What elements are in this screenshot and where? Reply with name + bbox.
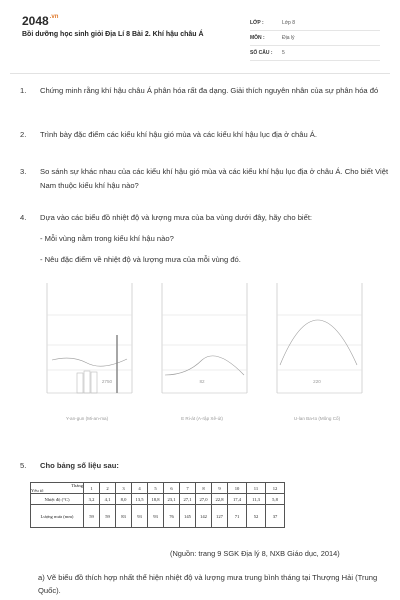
month-header: 2 (100, 483, 116, 494)
question-number: 4. (20, 213, 27, 222)
row-label: Nhiệt độ (°C) (31, 494, 84, 505)
question-number: 5. (20, 461, 27, 470)
table-cell: 27,0 (196, 494, 212, 505)
climate-chart-3 (277, 283, 362, 393)
table-row (31, 494, 285, 505)
meta-key: SỐ CÂU : (250, 50, 273, 56)
source-note: (Nguồn: trang 9 SGK Địa lý 8, NXB Giáo dục, 2014) (170, 549, 340, 558)
table-cell: 3,2 (84, 494, 100, 505)
q4-sub-1: - Mỗi vùng nằm trong kiểu khí hậu nào? (40, 234, 174, 243)
table-cell: 11,3 (247, 494, 266, 505)
table-cell: 5,8 (266, 494, 285, 505)
table-header-row (31, 483, 285, 494)
table-cell: 93 (148, 505, 164, 528)
table-cell: 37 (266, 505, 285, 528)
corner-top: Tháng (71, 483, 83, 488)
question-text: Chứng minh rằng khí hậu châu Á phân hóa rất đa dạng. Giải thích nguyên nhân của sự phân hóa đó (40, 86, 379, 95)
month-header: 4 (132, 483, 148, 494)
meta-row-class (250, 16, 380, 31)
climate-chart-1 (47, 283, 132, 393)
question-text: So sánh sự khác nhau của các kiểu khí hậu gió mùa và các kiểu khí hậu lục địa ở châu Á. Cho biết Việt Nam thuộc kiểu khí hậu nào? (40, 167, 389, 190)
table-cell: 71 (228, 505, 247, 528)
question-number: 1. (20, 86, 27, 95)
meta-panel (250, 16, 380, 61)
month-header: 9 (212, 483, 228, 494)
table-cell: 52 (247, 505, 266, 528)
data-table (30, 482, 285, 528)
table-cell: 83 (116, 505, 132, 528)
table-cell: 145 (180, 505, 196, 528)
table-cell: 142 (196, 505, 212, 528)
table-cell: 4,1 (100, 494, 116, 505)
table-cell: 17,4 (228, 494, 247, 505)
meta-key: LỚP : (250, 20, 264, 26)
table-cell: 93 (132, 505, 148, 528)
table-cell: 59 (84, 505, 100, 528)
climate-chart-2 (162, 283, 247, 393)
month-header: 1 (84, 483, 100, 494)
meta-value: 5 (282, 50, 285, 56)
site-logo[interactable] (22, 14, 58, 28)
table-cell: 22,8 (212, 494, 228, 505)
table-row (31, 505, 285, 528)
climate-charts-svg (22, 275, 377, 410)
table-cell: 59 (100, 505, 116, 528)
corner-bottom: Yếu tố (31, 488, 44, 493)
meta-value: Lớp 8 (282, 20, 296, 26)
header-divider (10, 73, 390, 74)
month-header: 7 (180, 483, 196, 494)
table-corner (31, 483, 84, 494)
question-text: Trình bày đặc điểm các kiểu khí hậu gió mùa và các kiểu khí hậu lục địa ở châu Á. (40, 130, 317, 139)
question-number: 3. (20, 167, 27, 176)
table-cell: 23,1 (164, 494, 180, 505)
question-text: Cho bảng số liệu sau: (40, 461, 119, 470)
page-title: Bồi dưỡng học sinh giỏi Địa Lí 8 Bài 2. Khí hậu châu Á (22, 31, 204, 38)
meta-key: MÔN : (250, 35, 265, 41)
meta-value: Địa lý (282, 35, 295, 41)
month-header: 6 (164, 483, 180, 494)
table-cell: 13,5 (132, 494, 148, 505)
question-text: Dựa vào các biểu đồ nhiệt độ và lượng mưa của ba vùng dưới đây, hãy cho biết: (40, 213, 313, 222)
q4-sub-2: - Nêu đặc điểm về nhiệt độ và lượng mưa của mỗi vùng đó. (40, 255, 241, 264)
question-5-part-a: a) Vẽ biểu đồ thích hợp nhất thể hiện nhiệt độ và lượng mưa trung bình tháng tại Thượng Hải (Trung Quốc). (38, 573, 378, 595)
month-header: 12 (266, 483, 285, 494)
meta-row-subject (250, 31, 380, 46)
month-header: 3 (116, 483, 132, 494)
chart-3-caption: U-lan Ba-to (Mông Cổ) (293, 416, 341, 421)
row-label: Lượng mưa (mm) (31, 505, 84, 528)
month-header: 5 (148, 483, 164, 494)
table-cell: 27,1 (180, 494, 196, 505)
table-cell: 76 (164, 505, 180, 528)
chart-1-caption: Y-an-gun (Mi-an-ma) (65, 416, 109, 421)
table-cell: 8,0 (116, 494, 132, 505)
question-number: 2. (20, 130, 27, 139)
logo-text: 2048 (22, 14, 49, 28)
meta-row-count (250, 46, 380, 61)
table-cell: 18,8 (148, 494, 164, 505)
logo-tld: .vn (49, 14, 59, 20)
header (0, 0, 400, 68)
chart-2-caption: E Ri-át (A-rập Xê-út) (181, 416, 223, 421)
month-header: 11 (247, 483, 266, 494)
month-header: 10 (228, 483, 247, 494)
month-header: 8 (196, 483, 212, 494)
climate-figures (22, 275, 377, 440)
table-cell: 127 (212, 505, 228, 528)
chart-3-rain-total: 220 (313, 379, 321, 384)
chart-2-rain-total: 82 (199, 379, 205, 384)
chart-1-rain-total: 2750 (101, 379, 113, 384)
